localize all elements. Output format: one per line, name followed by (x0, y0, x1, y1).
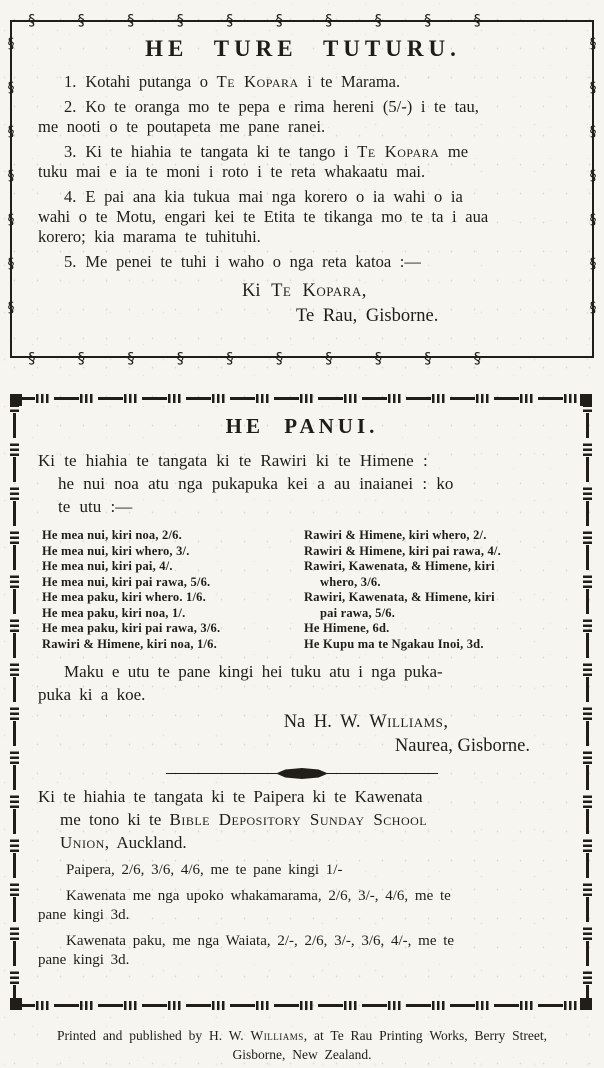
bible-price-line-2: Kawenata me nga upoko whakamarama, 2/6, 3/-, 4/6, me te pane kingi 3d. (38, 888, 451, 923)
chain-border-bottom-icon: §§§§§§§§§§ (28, 349, 523, 367)
price-item: He mea nui, kiri pai, 4/. (42, 559, 173, 573)
rule-text: Kotahi putanga o Te Kopara i te Marama. (85, 72, 401, 91)
chain-border-right-icon: §§§§§§§ (585, 36, 601, 344)
dash-border-bottom-icon (10, 1001, 592, 1010)
border-corner-icon (580, 394, 592, 406)
bible-depository-notice: Ki te hiahia te tangata ki te Paipera ki te Kawenata me tono ki te Bible Depository Sunday School Union, Auckland. (38, 787, 428, 852)
chain-border-left-icon: §§§§§§§ (3, 36, 19, 344)
rule-number: 5. (64, 252, 77, 271)
price-item: Rawiri & Himene, kiri noa, 1/6. (42, 636, 217, 651)
price-item: He mea nui, kiri pai rawa, 5/6. (42, 574, 211, 589)
panui-content (10, 394, 592, 970)
rule-item-4 (38, 187, 568, 247)
bible-price-line-3: Kawenata paku, me nga Waiata, 2/-, 2/6, 3/-, 3/6, 4/-, me te pane kingi 3d. (38, 933, 455, 968)
price-item: He mea paku, kiri whero. 1/6. (42, 590, 206, 604)
border-corner-icon (10, 998, 22, 1010)
rule-number: 4. (64, 187, 77, 206)
postal-address-line-2: Te Rau, Gisborne. (296, 306, 439, 326)
panui-box (10, 394, 592, 1010)
panui-title: HE PANUI. (225, 414, 379, 438)
price-item: Rawiri & Himene, kiri pai rawa, 4/. (304, 543, 501, 558)
price-list-left-column (42, 528, 304, 652)
signature-place: Naurea, Gisborne. (394, 736, 530, 756)
rule-number: 1. (64, 72, 77, 91)
price-list (42, 528, 566, 652)
rule-item-3 (38, 142, 568, 182)
rule-item-1 (38, 72, 568, 92)
price-item: He mea paku, kiri noa, 1/. (42, 605, 186, 620)
divider-line (166, 773, 278, 775)
signature-name: Na H. W. Williams, (283, 712, 448, 732)
rule-text: E pai ana kia tukua mai nga korero o ia wahi o ia wahi o te Motu, engari kei te Etita te tikanga mo te ta i aua korero; kia marama te tuhituhi. (38, 187, 489, 246)
diamond-rule-icon (38, 768, 566, 779)
rule-text: Me penei te tuhi i waho o nga reta katoa :— (85, 252, 421, 271)
price-item: He Himene, 6d. (304, 621, 390, 635)
postage-note: Maku e utu te pane kingi hei tuku atu i nga puka- puka ki a koe. (38, 662, 443, 704)
price-item: He mea paku, kiri pai rawa, 3/6. (42, 621, 221, 635)
rule-text: Ki te hiahia te tangata ki te tango i Te Kopara me tuku mai e ia te moni i roto i te reta whakaatu mai. (38, 142, 469, 181)
chain-border-top-icon: §§§§§§§§§§ (28, 11, 523, 29)
ture-tuturu-box (3, 11, 601, 367)
bible-price-line-1: Paipera, 2/6, 3/6, 4/6, me te pane kingi 1/- (66, 862, 343, 878)
price-item: Rawiri, Kawenata, & Himene, kiri pai rawa, 5/6. (304, 590, 495, 620)
ture-content (12, 22, 592, 327)
diamond-icon (276, 768, 328, 779)
rule-number: 3. (64, 142, 77, 161)
panui-intro: Ki te hiahia te tangata ki te Rawiri ki te Himene : he nui noa atu nga pukapuka kei a au inaianei : ko te utu :— (38, 451, 454, 516)
border-corner-icon (10, 394, 22, 406)
printer-imprint: Printed and published by H. W. Williams, at Te Rau Printing Works, Berry Street, Gisborne, New Zealand. (57, 1028, 547, 1062)
price-item: Rawiri, Kawenata, & Himene, kiri whero, 3/6. (304, 559, 495, 589)
rule-item-2 (38, 97, 568, 137)
rule-number: 2. (64, 97, 77, 116)
postal-address-line-1: Ki Te Kopara, (242, 281, 367, 301)
price-item: He mea nui, kiri whero, 3/. (42, 543, 190, 558)
price-item: He Kupu ma te Ngakau Inoi, 3d. (304, 636, 484, 651)
divider-line (326, 773, 438, 775)
price-item: Rawiri & Himene, kiri whero, 2/. (304, 528, 487, 542)
rule-item-5 (38, 252, 568, 272)
border-corner-icon (580, 998, 592, 1010)
ture-title: HE TURE TUTURU. (145, 36, 461, 61)
price-list-right-column (304, 528, 566, 652)
rule-text: Ko te oranga mo te pepa e rima hereni (5/-) i te tau, me nooti o te poutapeta me pane ranei. (38, 97, 479, 136)
price-item: He mea nui, kiri noa, 2/6. (42, 528, 182, 542)
